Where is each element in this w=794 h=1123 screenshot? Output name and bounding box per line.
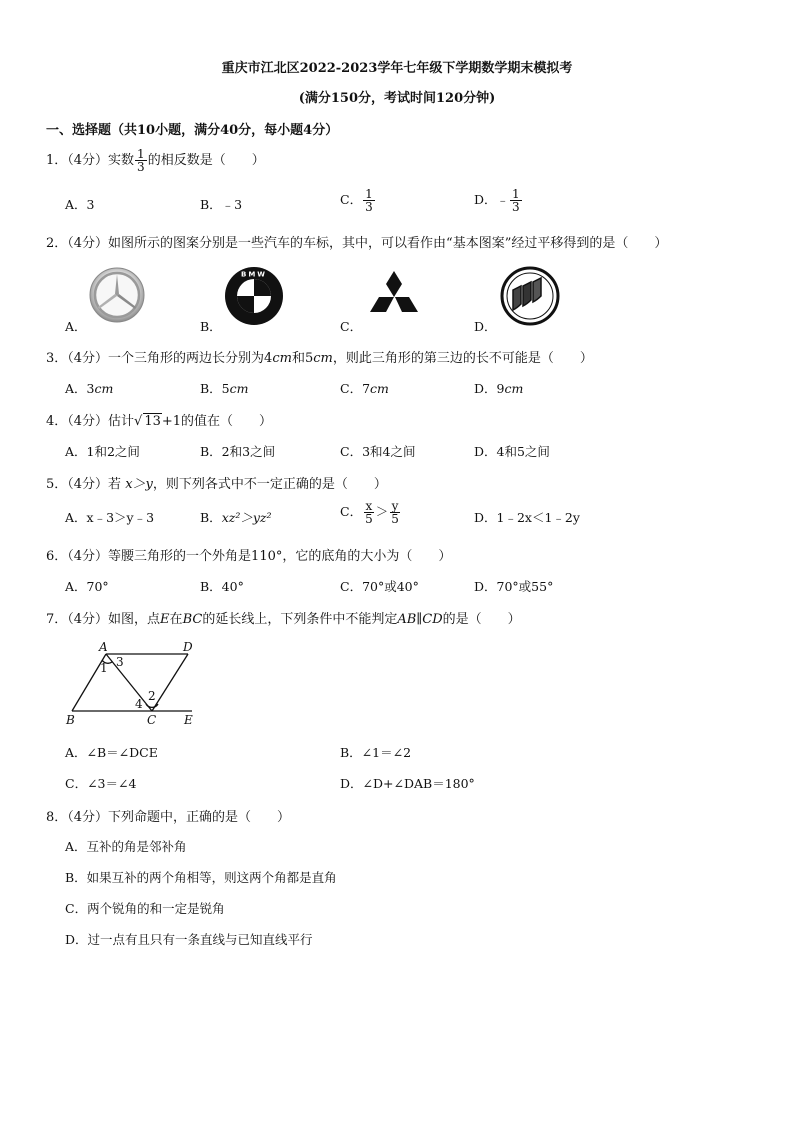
fig-angle-4: 4	[135, 697, 143, 711]
q7-option-b: B．∠1＝∠2	[340, 745, 412, 760]
q5-c-num-2: y	[391, 499, 399, 513]
question-6: 6．（4分）等腰三角形的一个外角是110°，它的底角的大小为（ ）	[46, 549, 452, 564]
q7-stem-d: 的是（ ）	[442, 612, 521, 627]
q3-stem-b: 和5	[291, 351, 314, 366]
q3-c-unit: cm	[370, 381, 389, 396]
q5-c-gt: ＞	[375, 504, 389, 519]
q4-option-d: D．4和5之间	[474, 444, 550, 459]
fig-label-a: A	[99, 640, 108, 654]
q8-option-d: D．过一点有且只有一条直线与已知直线平行	[65, 932, 313, 947]
q7-stem-b: 在	[169, 612, 183, 627]
q5-stem-a: 5．（4分）若	[46, 477, 126, 492]
q4-stem-b: +1的值在（ ）	[161, 414, 273, 429]
q7-stem-a: 7．（4分）如图，点	[46, 612, 161, 627]
q5-c-den-2: 5	[391, 512, 399, 526]
q1-option-d	[474, 188, 523, 213]
q1-c-num: 1	[365, 187, 373, 201]
q5-option-c	[340, 500, 402, 525]
q7-stem-c: 的延长线上，下列条件中不能判定	[202, 612, 398, 627]
q1-c-label: C．	[340, 192, 363, 207]
q3-b-value: B．5	[200, 381, 230, 396]
question-3	[46, 347, 593, 366]
q1-option-b: B．﹣3	[200, 197, 243, 212]
q3-a-value: A．3	[65, 381, 95, 396]
q4-stem-a: 4．（4分）估计	[46, 414, 135, 429]
q1-frac-num: 1	[137, 147, 145, 161]
q1-d-label: D．﹣	[474, 192, 510, 207]
fig-label-e: E	[184, 713, 193, 727]
q5-stem-b: ，则下列各式中不一定正确的是（ ）	[152, 477, 387, 492]
q3-c-value: C．7	[340, 381, 371, 396]
q2-option-a: A．	[65, 319, 87, 334]
fig-label-b: B	[66, 713, 75, 727]
q7-option-d: D．∠D+∠DAB＝180°	[340, 776, 475, 791]
q1-prefix: 1．（4分）实数	[46, 153, 135, 168]
fig-label-c: C	[147, 713, 157, 727]
q3-option-c	[340, 379, 389, 397]
fig-angle-3: 3	[116, 655, 124, 669]
question-5	[46, 473, 387, 492]
q5-condition: x＞y	[125, 477, 153, 492]
mitsubishi-logo-icon	[365, 270, 423, 326]
q1-suffix: 的相反数是（ ）	[147, 153, 265, 168]
q4-option-a: A．1和2之间	[65, 444, 140, 459]
q3-a-unit: cm	[94, 381, 114, 396]
q4-option-c: C．3和4之间	[340, 444, 416, 459]
q1-fraction	[135, 148, 147, 173]
question-7	[46, 608, 521, 627]
q6-option-d: D．70°或55°	[474, 579, 554, 594]
q3-option-b	[200, 379, 249, 397]
q1-c-den: 3	[365, 200, 373, 214]
q5-option-d: D．1﹣2x＜1﹣2y	[474, 510, 580, 525]
q5-c-den-1: 5	[365, 512, 373, 526]
q7-option-a: A．∠B＝∠DCE	[65, 745, 158, 760]
q8-option-c: C．两个锐角的和一定是锐角	[65, 901, 225, 916]
page-title: 重庆市江北区2022-2023学年七年级下学期数学期末模拟考	[221, 61, 573, 76]
q3-option-d	[474, 379, 523, 397]
q8-option-b: B．如果互补的两个角相等，则这两个角都是直角	[65, 870, 337, 885]
question-1	[46, 148, 265, 173]
q6-option-b: B．40°	[200, 579, 244, 594]
q3-b-unit: cm	[229, 381, 249, 396]
q3-d-value: D．9	[474, 381, 505, 396]
q2-option-b: B．	[200, 319, 222, 334]
q3-unit-1: cm	[272, 351, 292, 366]
q4-radicand: 13	[144, 414, 161, 429]
q2-option-d: D．	[474, 319, 497, 334]
q7-segment-bc: BC	[182, 612, 203, 627]
q3-stem-c: ，则此三角形的第三边的长不可能是（ ）	[332, 351, 593, 366]
q1-frac-den: 3	[137, 160, 145, 174]
q1-option-c	[340, 188, 376, 213]
sqrt-sign: √	[134, 414, 143, 429]
q5-option-b	[200, 508, 272, 526]
fig-label-d: D	[183, 640, 193, 654]
q2-option-c: C．	[340, 319, 363, 334]
q7-parallel: AB∥CD	[397, 612, 443, 627]
q3-unit-2: cm	[313, 351, 333, 366]
geometry-figure	[62, 638, 212, 730]
q1-d-num: 1	[512, 187, 520, 201]
question-8: 8．（4分）下列命题中，正确的是（ ）	[46, 810, 291, 825]
q1-c-fraction	[363, 188, 375, 213]
q1-d-den: 3	[512, 200, 520, 214]
q3-d-unit: cm	[504, 381, 524, 396]
q5-c-num-1: x	[365, 499, 373, 513]
q5-b-label: B．	[200, 510, 222, 525]
question-2: 2．（4分）如图所示的图案分别是一些汽车的车标，其中，可以看作由“基本图案”经过平移得到的是（ ）	[46, 236, 668, 251]
q5-c-frac-2	[389, 500, 401, 525]
page-subtitle: (满分150分，考试时间120分钟)	[298, 91, 496, 106]
q5-b-expr: xz²＞yz²	[221, 510, 272, 525]
q3-stem-a: 3．（4分）一个三角形的两边长分别为4	[46, 351, 273, 366]
q3-option-a	[65, 379, 113, 397]
q4-option-b: B．2和3之间	[200, 444, 276, 459]
q6-option-c: C．70°或40°	[340, 579, 419, 594]
q7-point-e: E	[160, 612, 170, 627]
q8-option-a: A．互补的角是邻补角	[65, 839, 187, 854]
fig-angle-1: 1	[100, 661, 108, 675]
q5-c-frac-1	[363, 500, 375, 525]
mercedes-logo-icon	[89, 267, 145, 323]
bmw-logo-icon	[224, 266, 284, 326]
buick-logo-icon	[500, 266, 560, 326]
bmw-logo-text: BMW	[240, 270, 268, 279]
q1-option-a: A．3	[65, 197, 95, 212]
section-heading: 一、选择题（共10小题，满分40分，每小题4分）	[46, 123, 339, 138]
fig-angle-2: 2	[148, 689, 156, 703]
q1-d-fraction	[510, 188, 522, 213]
q5-option-a: A．x﹣3＞y﹣3	[65, 510, 155, 525]
q5-c-label: C．	[340, 504, 363, 519]
q6-option-a: A．70°	[65, 579, 109, 594]
q7-option-c: C．∠3＝∠4	[65, 776, 137, 791]
question-4	[46, 410, 272, 429]
